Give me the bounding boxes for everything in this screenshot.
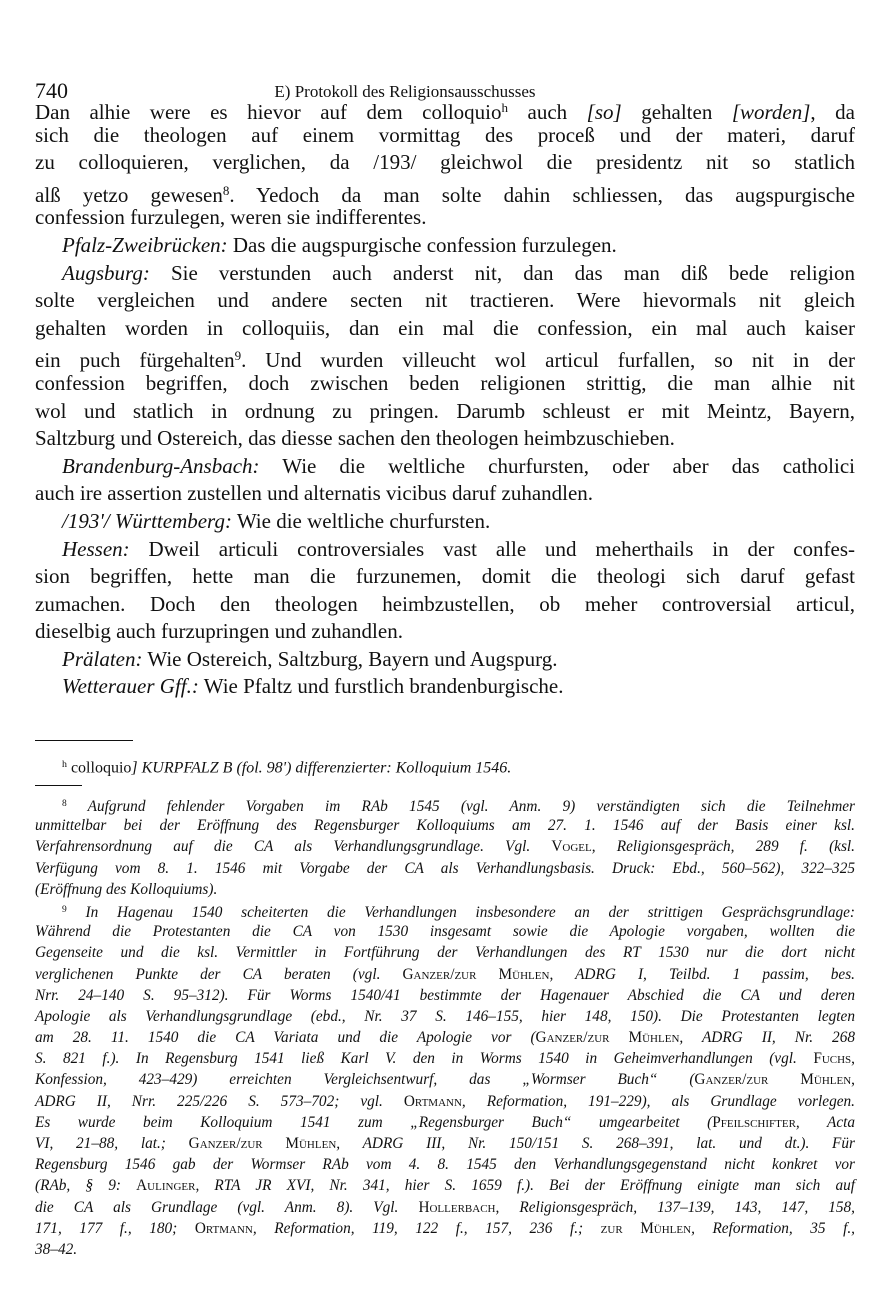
text-segment: Augsburg: — [62, 260, 150, 285]
text-segment: Wie Pfaltz und furstlich brandenburgische. — [198, 674, 564, 699]
text-segment: Gegenseite und die ksl. Vermittler in Fortführung der Verhandlungen des RT 1530 nur die dort nicht — [35, 944, 855, 962]
text-segment: zumachen. Doch den theologen heimbzustellen, ob meher controversial articul, — [35, 591, 855, 616]
text-segment: auch ire assertion zustellen und alternatis vicibus daruf zuhandlen. — [35, 481, 594, 506]
text-segment: , ADRG II, Nr. 268 — [679, 1029, 855, 1047]
text-segment: , Reformation, 191–229), als Grundlage vorlegen. — [461, 1092, 855, 1110]
text-segment: auch — [508, 100, 587, 125]
running-title: E) Protokoll des Religionsausschusses — [274, 82, 536, 101]
footnotes-line — [35, 942, 855, 963]
text-segment: Ganzer/zur Mühlen — [535, 1029, 680, 1047]
text-segment: Ganzer/zur Mühlen — [402, 965, 550, 983]
text-segment: , ADRG III, Nr. 150/151 S. 268–391, lat. und dt.). Für — [336, 1135, 856, 1152]
main-line — [35, 425, 855, 453]
text-segment: Nrr. 24–140 S. 95–312). Für Worms 1540/41 bestimmte der Hagenauer Abschied die CA und deren — [35, 986, 855, 1004]
footnotes-line — [35, 815, 855, 836]
text-segment: gehalten worden in colloquiis, dan ein mal die confession, ein mal auch kaiser — [35, 315, 855, 340]
footnotes-line — [35, 1154, 855, 1175]
text-segment: gehalten — [621, 100, 732, 125]
main-line — [35, 232, 855, 260]
text-segment: zu colloquieren, verglichen, da /193/ gleichwol die presidentz nit so statlich — [35, 150, 855, 175]
footnotes-line — [35, 1112, 855, 1133]
note-marker: h — [501, 100, 509, 115]
text-segment: colloquio — [66, 759, 132, 777]
footnotes-line — [35, 1197, 855, 1218]
text-segment: . Yedoch da man solte dahin schliessen, das augspurgische — [229, 182, 855, 207]
text-segment: Apologie als Verhandlungsgrundlage (ebd., Nr. 37 S. 146–155, hier 148, 150). Die Protestanten legten — [35, 1007, 855, 1025]
footnotes-line — [35, 836, 855, 857]
text-segment: In Hagenau 1540 scheiterten die Verhandlungen insbesondere an der strittigen Gesprächsgrundlage: — [66, 904, 855, 922]
text-segment: ADRG II, Nrr. 225/226 S. 573–702; vgl. — [35, 1092, 404, 1110]
text-segment: 171, 177 f., 180; — [35, 1219, 195, 1237]
main-line — [35, 646, 855, 674]
text-segment: Ganzer/zur Mühlen — [188, 1135, 337, 1152]
text-segment: Wie Ostereich, Saltzburg, Bayern und Augspurg. — [142, 646, 558, 671]
text-segment: Pfeilschifter — [712, 1113, 796, 1131]
text-segment: Verfahrensordnung auf die CA als Verhandlungsgrundlage. Vgl. — [35, 838, 552, 856]
text-segment: Hollerbach — [418, 1198, 496, 1216]
note-marker: 8 — [62, 799, 67, 809]
text-segment: Pfalz-Zweibrücken: — [62, 232, 228, 257]
main-line — [35, 315, 855, 343]
footnotes-line — [35, 964, 855, 985]
text-segment: , Reformation, 119, 122 f., 157, 236 f.; — [252, 1219, 601, 1237]
text-segment: Ganzer/zur Mühlen, — [694, 1071, 856, 1089]
footnotes-line — [35, 1006, 855, 1027]
text-segment: [worden] — [731, 100, 811, 125]
text-segment: Regensburg 1546 gab der Wormser RAb vom 4. 8. 1545 den Verhandlungsgegenstand nicht konkret vor — [35, 1156, 855, 1174]
text-segment: Ortmann — [194, 1219, 253, 1237]
footnotes-line — [35, 1175, 855, 1196]
text-segment: 38–42. — [35, 1240, 78, 1258]
text-segment: , Religionsgespräch, 137–139, 143, 147, 158, — [495, 1198, 855, 1216]
text-segment: , ADRG I, Teilbd. 1 passim, bes. — [549, 965, 855, 983]
text-segment: confession begriffen, doch zwischen beden religionen strittig, die man alhie nit — [35, 370, 855, 395]
main-line — [35, 342, 856, 373]
text-segment: Dweil articuli controversiales vast alle und meherthails in der confes- — [129, 536, 855, 561]
text-segment: , da — [810, 100, 855, 125]
text-segment: zur Mühlen — [600, 1219, 692, 1237]
text-segment: , RTA JR XVI, Nr. 341, hier S. 1659 f.). Bei der Eröffnung einigte man sich auf — [195, 1177, 856, 1195]
footnotes-line — [35, 985, 855, 1006]
text-segment: Während die Protestanten die CA von 1530 insgesamt sowie die Apologie vorgaben, wollten die — [35, 923, 855, 941]
main-line — [35, 480, 855, 508]
text-segment: am 28. 11. 1540 die CA Variata und die Apologie vor ( — [35, 1029, 536, 1047]
text-segment: , Reformation, 35 f., — [691, 1219, 856, 1237]
footnotes-line — [35, 1239, 855, 1260]
text-segment: , Acta — [795, 1113, 856, 1131]
note-marker: 8 — [222, 182, 230, 198]
footnotes-line — [35, 921, 855, 942]
text-segment: wol und statlich in ordnung zu pringen. Darumb schleust er mit Meintz, Bayern, — [35, 398, 855, 423]
text-segment: Wetterauer Gff.: — [62, 674, 199, 699]
text-segment: (Eröffnung des Kolloquiums). — [35, 880, 218, 898]
text-segment: Konfession, 423–429) erreichten Vergleichsentwurf, das „Wormser Buch“ ( — [35, 1071, 695, 1089]
text-segment: Ortmann — [403, 1092, 462, 1110]
text-segment: confession furzulegen, weren sie indifferentes. — [35, 205, 427, 230]
text-segment: ein puch fürgehalten — [35, 348, 235, 373]
footnotes-line — [35, 1218, 855, 1239]
apparatus-rule — [35, 740, 133, 741]
note-marker: 9 — [234, 348, 242, 364]
main-line — [35, 149, 855, 177]
footnotes-line — [35, 1048, 855, 1069]
main-line — [35, 204, 855, 232]
main-line — [35, 398, 855, 426]
main-line — [35, 94, 855, 125]
note-marker: h — [62, 759, 67, 770]
page-number: 740 — [35, 78, 68, 103]
text-segment: S. 821 f.). In Regensburg 1541 ließ Karl V. den in Worms 1540 in Geheimverhandlungen (vgl. — [35, 1050, 814, 1068]
note-marker: 9 — [62, 904, 67, 915]
main-line — [35, 673, 855, 701]
text-segment: Prälaten: — [62, 646, 143, 671]
text-segment: [so] — [586, 100, 622, 125]
footnotes-line — [35, 1069, 855, 1090]
text-segment: Das die augspurgische confession furzulegen. — [227, 232, 617, 257]
text-segment: die CA als Grundlage (vgl. Anm. 8). Vgl. — [35, 1198, 419, 1216]
footnotes-line — [35, 900, 855, 921]
text-segment: sion begriffen, hette man die furzunemen, domit die theologi sich daruf gefast — [35, 564, 855, 589]
main-line — [35, 260, 855, 288]
text-segment: unmittelbar bei der Eröffnung des Regensburger Kolloquiums am 27. 1. 1546 auf der Basis einer ksl. — [35, 817, 855, 835]
footnotes-line — [35, 879, 855, 900]
footnotes-line — [35, 794, 855, 815]
main-line — [35, 287, 855, 315]
footnotes-line — [35, 1133, 855, 1154]
main-text — [35, 94, 855, 701]
text-segment: Wie die weltliche churfursten, oder aber das catholici — [259, 453, 855, 478]
footnote-rule — [35, 785, 82, 786]
text-segment: alß yetzo gewesen — [35, 182, 223, 207]
text-segment: (RAb, § 9: — [35, 1177, 137, 1195]
footnotes-line — [35, 1027, 855, 1048]
main-line — [35, 370, 855, 398]
text-segment: . Und wurden villeucht wol articul furfallen, so nit in der — [241, 348, 856, 373]
text-segment: Saltzburg und Ostereich, das diesse sachen den theologen heimbzuschieben. — [35, 426, 675, 451]
text-segment: Dan alhie were es hievor auf dem colloquio — [35, 100, 502, 125]
main-line — [35, 508, 855, 536]
footnotes-line — [35, 858, 855, 879]
text-segment: dieselbig auch furzupringen und zuhandlen. — [35, 619, 403, 644]
main-line — [35, 536, 855, 564]
main-line — [35, 591, 855, 619]
footnotes — [35, 794, 855, 1260]
text-segment: Verfügung vom 8. 1. 1546 mit Vorgabe der CA als Verhandlungsbasis. Druck: Ebd., 560–562), 322–325 — [35, 859, 855, 877]
text-segment: Es wurde beim Kolloquium 1541 zum „Regensburger Buch“ umgearbeitet ( — [35, 1113, 713, 1131]
main-line — [35, 453, 855, 481]
text-segment: Brandenburg-Ansbach: — [62, 453, 260, 478]
main-line — [35, 177, 855, 205]
footnotes-line — [35, 1091, 855, 1112]
text-critical-apparatus — [35, 754, 855, 779]
text-segment: Aulinger — [136, 1177, 196, 1195]
main-line — [35, 122, 855, 150]
text-segment: , Religionsgespräch, 289 f. (ksl. — [591, 838, 855, 856]
text-segment: Aufgrund fehlender Vorgaben im RAb 1545 (vgl. Anm. 9) verständigten sich die Teilnehmer — [66, 798, 855, 816]
apparatus-line — [62, 754, 855, 779]
text-segment: Hessen: — [62, 536, 130, 561]
text-segment: verglichenen Punkte der CA beraten (vgl. — [35, 965, 403, 983]
text-segment: ] KURPFALZ B (fol. 98') differenzierter: Kolloquium 1546. — [131, 759, 512, 777]
text-segment: Sie verstunden auch anderst nit, dan das man diß bede religion — [149, 260, 855, 285]
text-segment: Fuchs, — [813, 1050, 855, 1068]
text-segment: VI, 21–88, lat.; — [35, 1135, 189, 1152]
text-segment: solte vergleichen und andere secten nit tractieren. Were hievormals nit gleich — [35, 288, 855, 313]
text-segment: sich die theologen auf einem vormittag des proceß und der materi, daruf — [35, 122, 855, 147]
text-segment: /193'/ Württemberg: — [62, 508, 232, 533]
text-segment: Vogel — [551, 838, 592, 856]
main-line — [35, 563, 855, 591]
text-segment: Wie die weltliche churfursten. — [231, 508, 491, 533]
main-line — [35, 618, 855, 646]
